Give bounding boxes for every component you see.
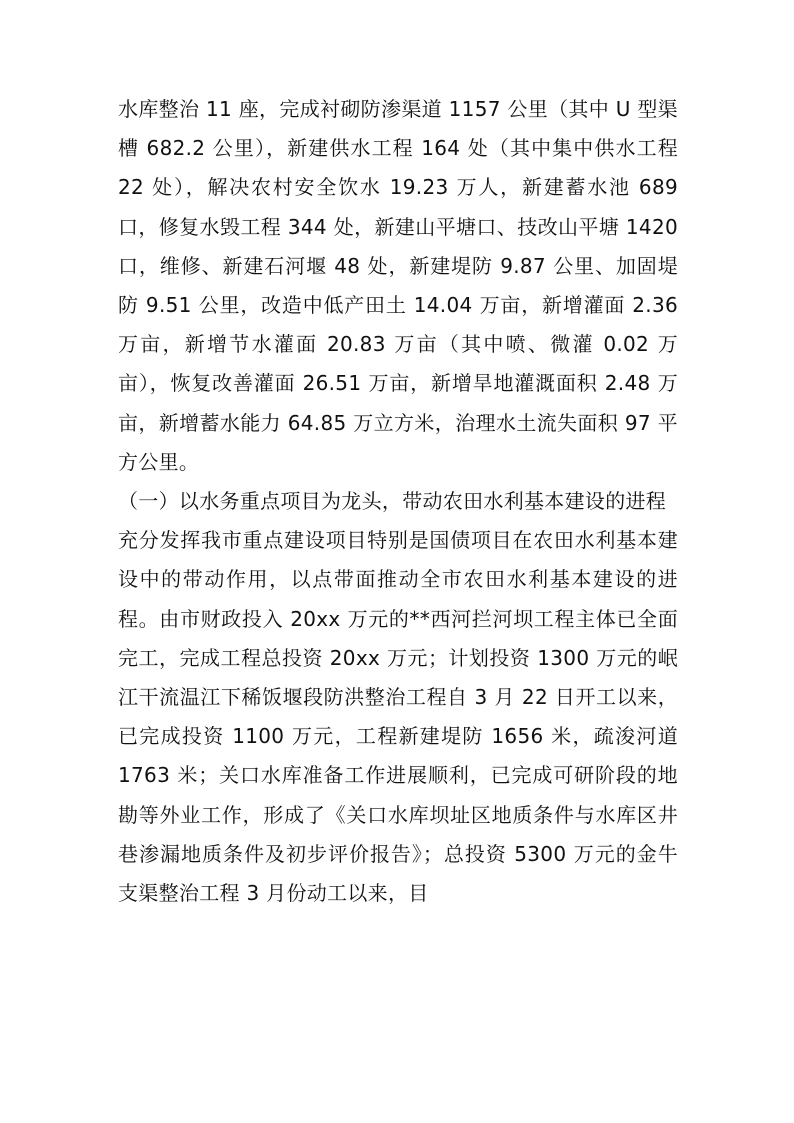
- document-body: [118, 90, 678, 913]
- section-heading-1: [118, 482, 678, 521]
- section-heading-text: （一）以水务重点项目为龙头，带动农田水利基本建设的进程: [118, 489, 667, 514]
- paragraph-water-projects-summary: 水库整治 11 座，完成衬砌防渗渠道 1157 公里（其中 U 型渠槽 682.2 公里），新建供水工程 164 处（其中集中供水工程 22 处），解决农村安全饮水 19.23 万人，新建蓄水池 689 口，修复水毁工程 344 处，新建山平塘口、技改山平塘 1420 口，维修、新建石河堰 48 处，新建堤防 9.87 公里、加固堤防 9.51 公里，改造中低产田土 14.04 万亩，新增灌面 2.36 万亩，新增节水灌面 20.83 万亩（其中喷、微灌 0.02 万亩），恢复改善灌面 26.51 万亩，新增旱地灌溉面积 2.48 万亩，新增蓄水能力 64.85 万立方米，治理水土流失面积 97 平方公里。: [118, 97, 678, 474]
- paragraph-key-projects: [118, 521, 678, 913]
- paragraph-key-projects-text: 充分发挥我市重点建设项目特别是国债项目在农田水利基本建设中的带动作用，以点带面推动全市农田水利基本建设的进程。由市财政投入 20xx 万元的**西河拦河坝工程主体已全面完工，完成工程总投资 20xx 万元；计划投资 1300 万元的岷江干流温江下稀饭堰段防洪整治工程自 3 月 22 日开工以来，已完成投资 1100 万元，工程新建堤防 1656 米，疏浚河道 1763 米；关口水库准备工作进展顺利，已完成可研阶段的地勘等外业工作，形成了《关口水库坝址区地质条件与水库区井巷渗漏地质条件及初步评价报告》；总投资 5300 万元的金牛支渠整治工程 3 月份动工以来，目: [118, 528, 678, 906]
